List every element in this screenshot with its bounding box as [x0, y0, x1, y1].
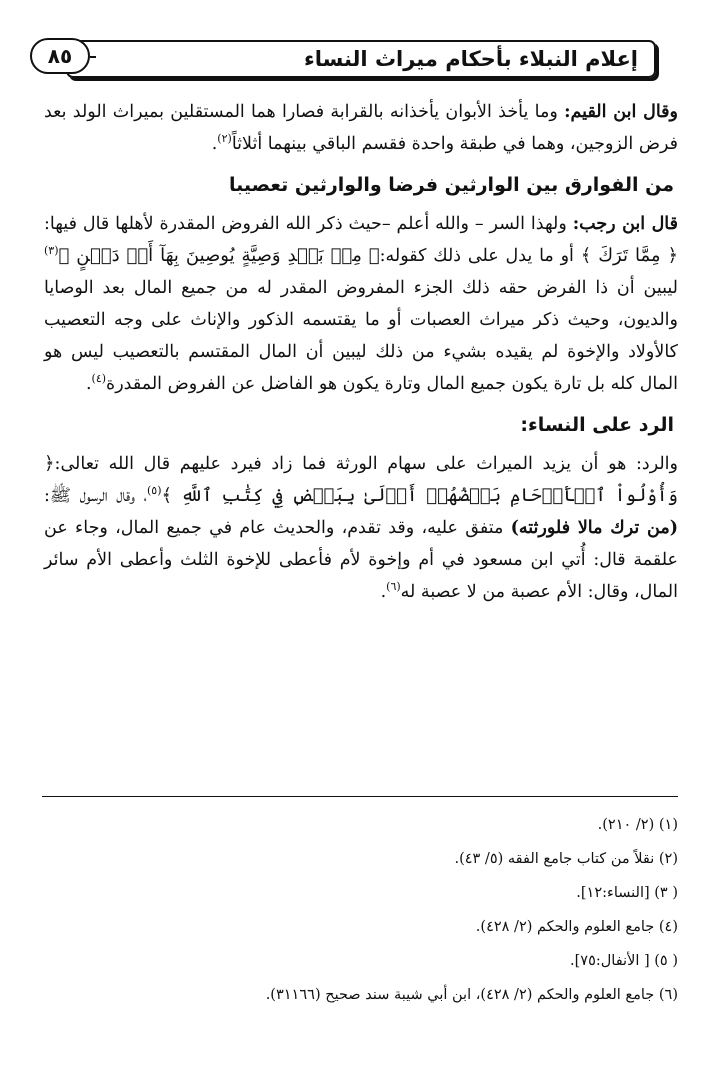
book-title: إعلام النبلاء بأحكام ميراث النساء	[303, 47, 638, 71]
footnotes	[44, 808, 678, 1012]
paragraph-text: والرد: هو أن يزيد الميراث على سهام الورثة فما زاد فيرد عليهم قال الله تعالى:	[54, 454, 678, 474]
section-heading: الرد على النساء:	[520, 414, 674, 436]
paragraph-radd: والرد: هو أن يزيد الميراث على سهام الورثة فما زاد فيرد عليهم قال الله تعالى:﴿ وَأُوْلُواْ ٱلۡأَرۡحَامِ بَعۡضُهُمۡ أَوۡلَىٰ بِبَعۡضٖ فِي كِتَٰبِ ٱللَّهِ ﴾$^{(٥)}$، وقال الرسول ﷺ: (من ترك مالا فلورثته) متفق عليه، وقد تقدم، والحديث عام في جميع المال، وجاء عن علقمة قال: أُتي ابن مسعود في أم وإخوة لأم فأعطى للإخوة الثلث وأعطى الأم سائر المال، وقال: الأم عصبة من لا عصبة له$^{(٦)}$.	[44, 453, 678, 602]
footnote-ref: (٣)	[44, 244, 59, 258]
paragraph-text: ، وقال الرسول ﷺ:	[44, 486, 147, 506]
footnote: (٤) جامع العلوم والحكم (٢/ ٤٢٨).	[475, 919, 678, 935]
quran-quote: ﴿ مِمَّا تَرَكَ ﴾	[580, 245, 678, 266]
footnote: ( ٣) [النساء:١٢].	[576, 885, 678, 901]
section-heading: من الفوارق بين الوارثين فرضا والوارثين تعصيبا	[229, 174, 674, 196]
paragraph-text: وما يأخذ الأبوان يأخذانه بالقرابة فصارا هما المستقلين بميراث الولد بعد فرض الزوجين، وهما في طبقة واحدة فقسم الباقي بينهما أثلاثاً	[44, 102, 678, 154]
quran-quote: ﴿ مِنۢ بَعۡدِ وَصِيَّةٍ يُوصِينَ بِهَآ أَوۡ دَيۡنٍ ﴾	[58, 245, 380, 266]
paragraph-ibn-qayyim: وقال ابن القيم: وما يأخذ الأبوان يأخذانه بالقرابة فصارا هما المستقلين بميراث الولد بعد فرض الزوجين، وهما في طبقة واحدة فقسم الباقي بينهما أثلاثاً$^{(٢)}$.	[44, 102, 679, 154]
page-number: ٨٥	[30, 38, 90, 74]
header-connector	[90, 56, 96, 58]
footnote-ref: (٢)	[217, 132, 232, 146]
hadith-quote: (من ترك مالا فلورثته)	[510, 518, 678, 538]
footnote-ref: (٤)	[91, 372, 107, 386]
quran-quote: ﴿ وَأُوْلُواْ ٱلۡأَرۡحَامِ بَعۡضُهُمۡ أَوۡلَىٰ بِبَعۡضٖ فِي كِتَٰبِ ٱللَّهِ ﴾	[44, 453, 678, 506]
paragraph-text: أو ما يدل على ذلك كقوله:	[379, 246, 581, 266]
footnote-divider	[42, 796, 678, 797]
paragraph-text: ليبين أن ذا الفرض حقه ذلك الجزء المفروض المقدر له من جميع المال بعد الوصايا والديون، وحيث ذكر ميراث العصبات أو ما يقتسمه الذكور والإناث على وجه التعصيب كالأولاد والإخوة لم يقيده بشيء من ذلك ليبين أن المال المقتسم بالتعصيب ليس هو المال كله بل تارة يكون جميع المال وتارة يكون هو الفاضل عن الفروض المقدرة	[44, 278, 678, 394]
paragraph-text: ولهذا السر – والله أعلم –حيث ذكر الله الفروض المقدرة لأهلها قال فيها:	[44, 214, 573, 234]
footnote: ( ٥) [ الأنفال:٧٥].	[570, 953, 678, 969]
page-body	[44, 96, 678, 612]
footnote-ref: (٦)	[386, 580, 401, 594]
footnote-ref: (٥)	[146, 484, 162, 498]
paragraph-ibn-rajab: قال ابن رجب: ولهذا السر – والله أعلم –حيث ذكر الله الفروض المقدرة لأهلها قال فيها:﴿ مِمَّا تَرَكَ ﴾ أو ما يدل على ذلك كقوله:﴿ مِنۢ بَعۡدِ وَصِيَّةٍ يُوصِينَ بِهَآ أَوۡ دَيۡنٍ ﴾$^{(٣)}$ ليبين أن ذا الفرض حقه ذلك الجزء المفروض المقدر له من جميع المال بعد الوصايا والديون، وحيث ذكر ميراث العصبات أو ما يقتسمه الذكور والإناث على وجه التعصيب كالأولاد والإخوة لم يقيده بشيء من ذلك ليبين أن المال المقتسم بالتعصيب ليس هو المال كله بل تارة يكون جميع المال وتارة يكون هو الفاضل عن الفروض المقدرة$^{(٤)}$.	[44, 214, 678, 394]
running-header	[66, 40, 656, 78]
paragraph-text: متفق عليه، وقد تقدم، والحديث عام في جميع المال، وجاء عن علقمة قال: أُتي ابن مسعود في أم وإخوة لأم فأعطى للإخوة الثلث وأعطى الأم سائر المال، وقال: الأم عصبة من لا عصبة له	[44, 518, 678, 602]
footnote: (٦) جامع العلوم والحكم (٢/ ٤٢٨)، ابن أبي شيبة سند صحيح (٣١١٦٦).	[265, 987, 678, 1003]
footnote: (١) (٢/ ٢١٠).	[597, 817, 678, 833]
paragraph-lead: وقال ابن القيم:	[564, 102, 679, 122]
footnote: (٢) نقلاً من كتاب جامع الفقه (٥/ ٤٣).	[454, 851, 678, 867]
paragraph-lead: قال ابن رجب:	[572, 214, 678, 234]
